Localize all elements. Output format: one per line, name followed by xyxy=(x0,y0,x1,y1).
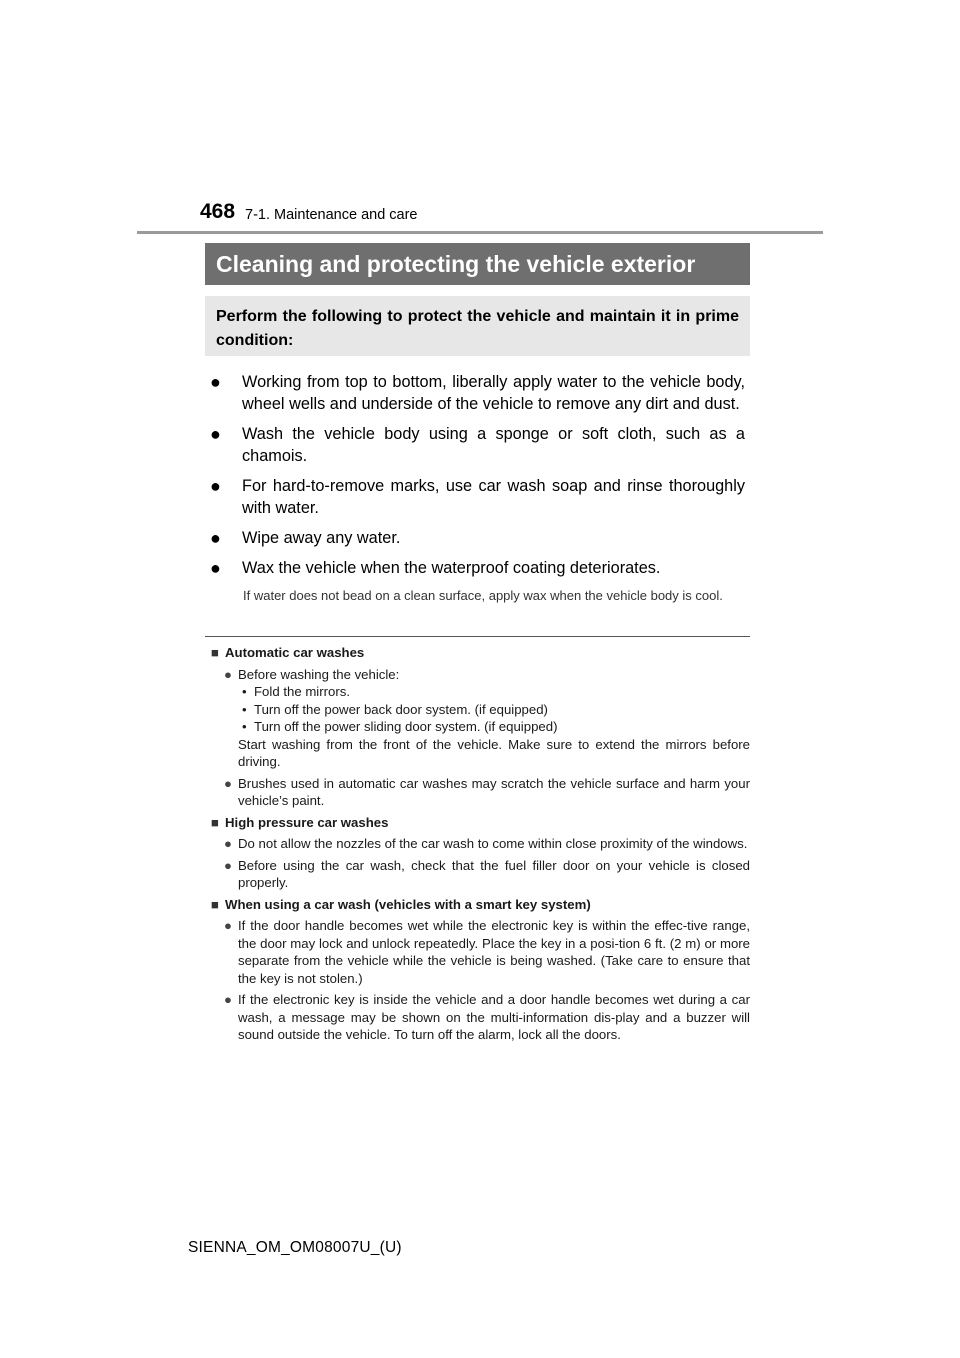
note-text: Before washing the vehicle: xyxy=(238,666,400,682)
sub-list xyxy=(238,683,750,736)
dot-icon: ● xyxy=(224,666,232,682)
sub-item xyxy=(238,701,750,719)
heading-text: High pressure car washes xyxy=(225,814,389,830)
step-text: Wax the vehicle when the waterproof coating deteriorates. xyxy=(242,559,661,577)
section-heading-high-pressure xyxy=(211,814,750,832)
sub-bullet-icon: • xyxy=(242,684,247,699)
note-item xyxy=(211,666,750,771)
sub-text: Turn off the power back door system. (if equipped) xyxy=(254,701,548,717)
sub-item xyxy=(238,683,750,701)
section-divider xyxy=(205,636,750,637)
sub-text: Turn off the power sliding door system. (if equipped) xyxy=(254,719,558,734)
note-item xyxy=(211,857,750,892)
intro-box: Perform the following to protect the vehicle and maintain it in prime condition: xyxy=(205,296,750,356)
bullet-icon: ● xyxy=(210,528,221,548)
bullet-icon: ● xyxy=(210,424,221,444)
note-item xyxy=(211,835,750,853)
note-text: If the electronic key is inside the vehicle and a door handle becomes wet during a car wash, a message may be shown on the multi-information dis-play and a buzzer will sound outside the vehicle. To turn off the alarm, lock all the doors. xyxy=(238,992,750,1042)
page-title: Cleaning and protecting the vehicle exterior xyxy=(205,243,750,285)
dot-icon: ● xyxy=(224,775,232,791)
list-item xyxy=(210,475,745,519)
list-item xyxy=(210,557,745,579)
bullet-icon: ● xyxy=(210,558,221,578)
note-text: If the door handle becomes wet while the electronic key is within the effec-tive range, the door may lock and unlock repeatedly. Place the key in a posi-tion 6 ft. (2 m) or more separate from the vehicle while the vehicle is being washed. (Take care to ensure that the key is not stolen.) xyxy=(238,918,750,986)
note-item xyxy=(211,775,750,810)
section-heading-automatic xyxy=(211,644,750,662)
top-divider xyxy=(137,231,823,234)
note-text: Do not allow the nozzles of the car wash to come within close proximity of the windows. xyxy=(238,836,748,851)
section-heading-smart-key xyxy=(211,896,750,914)
square-icon: ■ xyxy=(211,645,219,660)
bullet-icon: ● xyxy=(210,476,221,496)
dot-icon: ● xyxy=(224,857,232,873)
list-item xyxy=(210,527,745,549)
dot-icon: ● xyxy=(224,992,232,1007)
breadcrumb: 7-1. Maintenance and care xyxy=(245,207,418,223)
step-text: Wash the vehicle body using a sponge or soft cloth, such as a chamois. xyxy=(242,425,745,465)
bullet-icon: ● xyxy=(210,372,221,392)
note-text: Before using the car wash, check that the fuel filler door on your vehicle is closed properly. xyxy=(238,857,750,890)
steps-list xyxy=(210,371,745,581)
note-text: Brushes used in automatic car washes may scratch the vehicle surface and harm your vehicle’s paint. xyxy=(238,775,750,808)
note-item xyxy=(211,991,750,1044)
steps-note: If water does not bead on a clean surface, apply wax when the vehicle body is cool. xyxy=(243,588,723,603)
list-item xyxy=(210,371,745,415)
dot-icon: ● xyxy=(224,836,232,851)
list-item xyxy=(210,423,745,467)
notes-section xyxy=(211,644,750,1048)
heading-text: Automatic car washes xyxy=(225,645,365,660)
note-item xyxy=(211,917,750,987)
sub-item xyxy=(238,718,750,736)
step-text: For hard-to-remove marks, use car wash soap and rinse thoroughly with water. xyxy=(242,477,745,517)
sub-bullet-icon: • xyxy=(242,719,247,734)
note-text: Start washing from the front of the vehicle. Make sure to extend the mirrors before driving. xyxy=(238,736,750,769)
square-icon: ■ xyxy=(211,896,219,912)
footer-code: SIENNA_OM_OM08007U_(U) xyxy=(188,1239,402,1256)
dot-icon: ● xyxy=(224,918,232,933)
square-icon: ■ xyxy=(211,814,219,830)
step-text: Working from top to bottom, liberally apply water to the vehicle body, wheel wells and underside of the vehicle to remove any dirt and dust. xyxy=(242,373,745,413)
heading-text: When using a car wash (vehicles with a smart key system) xyxy=(225,896,591,912)
sub-text: Fold the mirrors. xyxy=(254,684,350,699)
step-text: Wipe away any water. xyxy=(242,529,401,547)
sub-bullet-icon: • xyxy=(242,701,247,717)
page-number: 468 xyxy=(200,200,236,223)
